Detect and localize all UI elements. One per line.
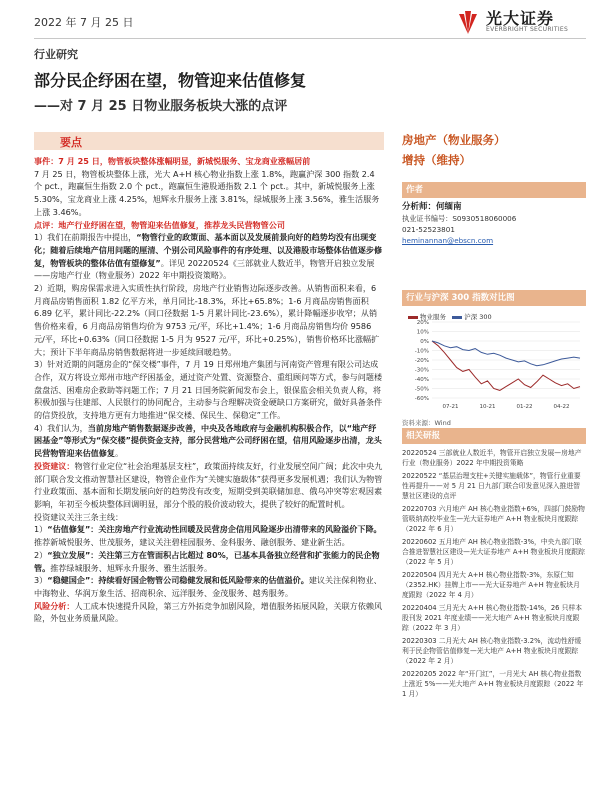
focus-lines <box>34 523 384 599</box>
investment-advice: 投资建议：物管行业定位“社会治理基层支柱”，政策面持续友好，行业发展空间广阔；此次中央九部门联合发文推动智慧社区建设，物管企业作为“关键实施载体”获得更多发展机遇；我们认为物管行业政策面、基本面和长期发展向好的趋势没有改变，短期受到美联储加息、俄乌冲突等宏观因素影响，年初至今板块整体回调明显，部分个股的股价波动较大，提供了较好的配置时机。 <box>34 460 383 509</box>
sector-name: 房地产（物业服务） <box>402 133 506 147</box>
point-4: 4）我们认为，当前房地产销售数据逐步改善，中央及各地政府与金融机构积极合作，以“地产纾困基金”等形式为“保交楼”提供资金支持，部分民营地产公司纾困在望，信用风险逐步出清，龙头民营物管迎来估值修复。 <box>34 422 382 459</box>
point-2: 2）近期，购房保需求进入实质性执行阶段，房地产行业销售边际逐步改善。从销售面积来看，6 月商品房销售面积 1.82 亿平方米，单月同比-18.3%，环比+65.8%；1-6 月商品房销售面积 6.89 亿平，累计同比-22.2%（同口径数据 1-5 月累计同比-23.6%），累计降幅逐步收窄；从销售价格来看，6 月商品房销售均价为 9753 元/平，环比+1.4%；1-6 月商品房销售均价 9586 元/平，环比+0.63%（同口径数据 1-5 月为 9527 元/平，环比+0.25%），销售价格环比涨幅扩大；预计下半年商品房销售数据将进一步延续回暖趋势。 <box>34 283 380 357</box>
comment-heading: 点评：地产行业纾困在望，物管迎来估值修复，推荐龙头民营物管公司 <box>34 219 285 230</box>
report-date: 2022 年 7 月 25 日 <box>34 16 134 29</box>
y-tick-label: -40% <box>414 377 429 383</box>
email-link[interactable]: heminannan@ebscn.com <box>402 236 494 245</box>
series-line-1 <box>432 341 580 390</box>
report-category: 行业研究 <box>34 48 78 61</box>
chart-plot <box>402 308 586 420</box>
x-tick-label: 01-22 <box>516 404 533 410</box>
related-report-item[interactable]: 20220303 二月光大 AH 核心物业指数-3.2%，流动性舒缓利于民企物管估值修复—光大地产 A+H 物业板块月度跟踪（2022 年 2 月） <box>402 637 582 665</box>
related-report-item[interactable]: 20220404 三月光大 A+H 核心物业指数-14%，26 只样本股刊发 2021 年度业绩——光大地产 A+H 物业板块月度跟踪（2022 年 3 月） <box>402 604 583 632</box>
chart-title: 行业与沪深 300 指数对比图 <box>402 290 586 306</box>
event-heading: 事件：7 月 25 日，物管板块整体涨幅明显，新城悦服务、宝龙商业涨幅居前 <box>34 156 311 166</box>
chart-source: 资料来源：Wind <box>402 419 451 427</box>
report-subtitle: ——对 7 月 25 日物业服务板块大涨的点评 <box>34 99 288 114</box>
author-info <box>402 202 586 246</box>
related-report-item[interactable]: 20220602 五月地产 AH 核心物业指数-3%，中央九部门联合推进智慧社区建设—光大证券地产 A+H 物业板块月度跟踪（2022 年 5 月） <box>402 538 585 566</box>
x-tick-label: 07-21 <box>442 404 459 410</box>
rating: 增持（维持） <box>402 153 471 167</box>
risk-analysis: 风险分析：人工成本快速提升风险，第三方外拓竞争加剧风险，增值服务拓展风险，关联方依赖风险，外包业务质量风险。 <box>34 600 383 624</box>
point-3: 3）针对近期的问题房企的“保交楼”事件，7 月 19 日郑州地产集团与河南资产管理有限公司达成合作，双方将设立郑州市地产纾困基金，通过资产处置、资源整合、重组顾问等方式，参与问题楼盘盘活、困难房企救助等问题工作；7 月 21 日国务院新闻发布会上，银保监会相关负责人称，将积极加强与住建部、人民银行的协同配合，主动参与合理解决资金硬缺口方案研究，做好具备条件的信贷投放，支持地方更有力地推进“保交楼、保民生、保稳定”工作。 <box>34 359 383 421</box>
y-tick-label: -60% <box>414 396 429 402</box>
x-tick-label: 10-21 <box>479 404 496 410</box>
point-1: 1）我们在前期报告中提出，“物管行业的政策面、基本面以及发展前景向好的趋势均没有出现变化；随着后续地产信用问题的厘清、个别公司风险事件的有序处理、以及港股市场整体估值逐步修复，物管板块的整体估值有望修复”。详见 20220524《三部就业人数近半，物管开启独立发展——房地产行业（物业服务）2022 年中期投资策略》。 <box>34 232 383 281</box>
y-tick-label: -10% <box>414 348 429 355</box>
author-header: 作者 <box>402 182 586 198</box>
focus-line: 3）“稳健国企”：持续看好国企物管公司稳健发展和低风险带来的估值溢价。建议关注保利物业、中海物业、华润万象生活、招商积余、远洋服务、金茂服务、越秀服务。 <box>34 575 382 598</box>
y-tick-label: 10% <box>416 329 429 336</box>
phone-number: 021-52523801 <box>402 225 455 234</box>
main-content <box>34 155 384 625</box>
y-tick-label: -20% <box>414 358 429 364</box>
y-tick-label: -50% <box>414 386 429 393</box>
key-points-label: 要点 <box>60 136 82 149</box>
x-tick-label: 04-22 <box>553 404 570 410</box>
series-line-2 <box>432 341 580 366</box>
sidebar <box>402 132 586 246</box>
analyst-name: 分析师：何缅南 <box>402 202 462 212</box>
related-header: 相关研报 <box>402 428 586 444</box>
index-comparison-chart <box>402 290 586 420</box>
y-tick-label: 20% <box>416 320 429 326</box>
focus-line: 1）“估值修复”：关注房地产行业流动性回暖及民营房企信用风险逐步出清带来的风险溢价下降。推荐新城悦服务、世茂服务，建议关注碧桂园服务、金科服务、融创服务、建业新生活。 <box>34 524 382 548</box>
related-report-item[interactable]: 20220524 三部就业人数近半，物管开启独立发展—房地产行业（物业服务）2022 年中期投资策略 <box>402 449 582 467</box>
related-report-item[interactable]: 20220504 四月光大 A+H 核心物业指数-3%，东原仁知（2352.HK）挂牌上市——光大证券地产 A+H 物业板块月度跟踪（2022 年 4 月） <box>402 571 580 599</box>
logo-subtitle: EVERBRIGHT SECURITIES <box>486 26 569 33</box>
related-list <box>402 448 586 699</box>
legend-label-1: 物业服务 <box>420 313 446 321</box>
related-report-item[interactable]: 20220703 六月地产 AH 核心物业指数+6%，四部门鼓励物管吸纳高校毕业生—光大证券地产 A+H 物业板块月度跟踪（2022 年 6 月） <box>402 505 585 533</box>
event-body: 7 月 25 日，物管板块整体上涨，光大 A+H 核心物业指数上涨 1.8%，跑赢沪深 300 指数 2.4 个 pct.，跑赢恒生指数 2.0 个 pct.，跑赢恒生港股通指数 2.1 个 pct.。其中，新城悦服务上涨 5.30%，宝龙商业上涨 4.25%，旭辉永升服务上涨 3.81%，绿城服务上涨 3.56%，雅生活服务上涨 3.46%。 <box>34 168 380 217</box>
logo-name: 光大证券 <box>486 9 555 28</box>
focus-line: 2）“独立发展”：关注第三方在管面积占比超过 80%，已基本具备独立经营和扩张能力的民企物管。推荐绿城服务、旭辉永升服务、雅生活服务。 <box>34 549 380 573</box>
report-title: 部分民企纾困在望，物管迎来估值修复 <box>34 71 307 90</box>
related-report-item[interactable]: 20220205 2022 年“开门红”，一月光大 AH 核心物业指数上涨近 5%——光大地产 A+H 物业板块月度跟踪（2022 年 1 月） <box>402 670 584 698</box>
related-reports <box>402 428 586 702</box>
related-report-item[interactable]: 20220522 “基层治理支柱+关键实施载体”，物管行业重要性再提升——对 5 月 21 日九部门联合印发意见深入推进智慧社区建设的点评 <box>402 472 581 500</box>
key-points-band <box>34 132 384 150</box>
y-tick-label: -30% <box>414 367 429 374</box>
header-divider <box>34 38 586 39</box>
focus-intro: 投资建议关注三条主线： <box>34 511 124 522</box>
license-number: 执业证书编号：S0930518060006 <box>402 214 517 223</box>
brand-logo <box>456 6 586 40</box>
y-tick-label: 0% <box>420 339 429 345</box>
legend-label-2: 沪深 300 <box>464 313 492 321</box>
sunburst-logo-icon <box>456 8 480 36</box>
